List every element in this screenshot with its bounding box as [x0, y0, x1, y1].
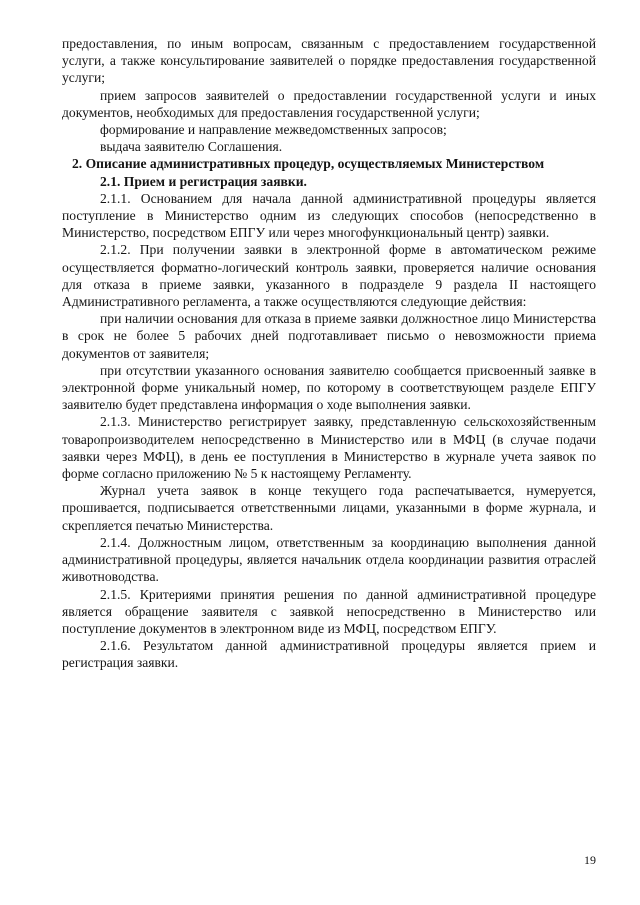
paragraph-2-1-6: 2.1.6. Результатом данной административной процедуры является прием и регистрация заявки. [62, 638, 596, 671]
paragraph-2-1-1: 2.1.1. Основанием для начала данной административной процедуры является поступление в Министерство одним из следующих способов (непосредственно в Министерство, посредством ЕПГУ или через многофункциональный центр) заявки. [62, 190, 596, 241]
paragraph-list-item: прием запросов заявителей о предоставлении государственной услуги и иных документов, необходимых для предоставления государственной услуги; [62, 87, 596, 120]
page-number: 19 [584, 853, 596, 867]
page-content [62, 35, 596, 672]
section-heading: 2. Описание административных процедур, осуществляемых Министерством [72, 156, 545, 172]
paragraph-2-1-3: 2.1.3. Министерство регистрирует заявку, представленную сельскохозяйственным товаропроизводителем непосредственно в Министерство или в МФЦ (в случае подачи заявки через МФЦ), в день ее поступления в Министерство в журнале учета заявок по форме согласно приложению № 5 к настоящему Регламенту. [62, 414, 596, 482]
paragraph-continuation: предоставления, по иным вопросам, связанным с предоставлением государственной услуги, а также консультирование заявителей о порядке предоставления государственной услуги; [62, 36, 596, 86]
paragraph-refusal-case: при наличии основания для отказа в приеме заявки должностное лицо Министерства в срок не более 5 рабочих дней подготавливает письмо о невозможности приема документов от заявителя; [62, 311, 596, 361]
paragraph-2-1-5: 2.1.5. Критериями принятия решения по данной административной процедуре является обращение заявителя с заявкой непосредственно в Министерство или поступление документов в электронном виде из МФЦ, посредством ЕПГУ. [62, 586, 596, 636]
paragraph-2-1-4: 2.1.4. Должностным лицом, ответственным за координацию выполнения данной административной процедуры, является начальник отдела координации развития отраслей животноводства. [62, 534, 596, 585]
subsection-heading: 2.1. Прием и регистрация заявки. [100, 173, 307, 189]
paragraph-no-refusal-case: при отсутствии указанного основания заявителю сообщается присвоенный заявке в электронной форме уникальный номер, по которому в соответствующем разделе ЕПГУ заявителю будет представлена информация о ходе выполнения заявки. [62, 362, 596, 413]
paragraph-journal: Журнал учета заявок в конце текущего года распечатывается, нумеруется, прошивается, подписывается ответственными лицами, указанными в форме журнала, и скрепляется печатью Министерства. [62, 483, 596, 533]
paragraph-list-item: формирование и направление межведомственных запросов; [100, 122, 447, 138]
paragraph-2-1-2: 2.1.2. При получении заявки в электронной форме в автоматическом режиме осуществляется форматно-логический контроль заявки, проверяется наличие основания для отказа в приеме заявки, указанного в подразделе 9 раздела II настоящего Административного регламента, а также осуществляются следующие действия: [62, 242, 596, 310]
paragraph-list-item: выдача заявителю Соглашения. [100, 139, 283, 155]
